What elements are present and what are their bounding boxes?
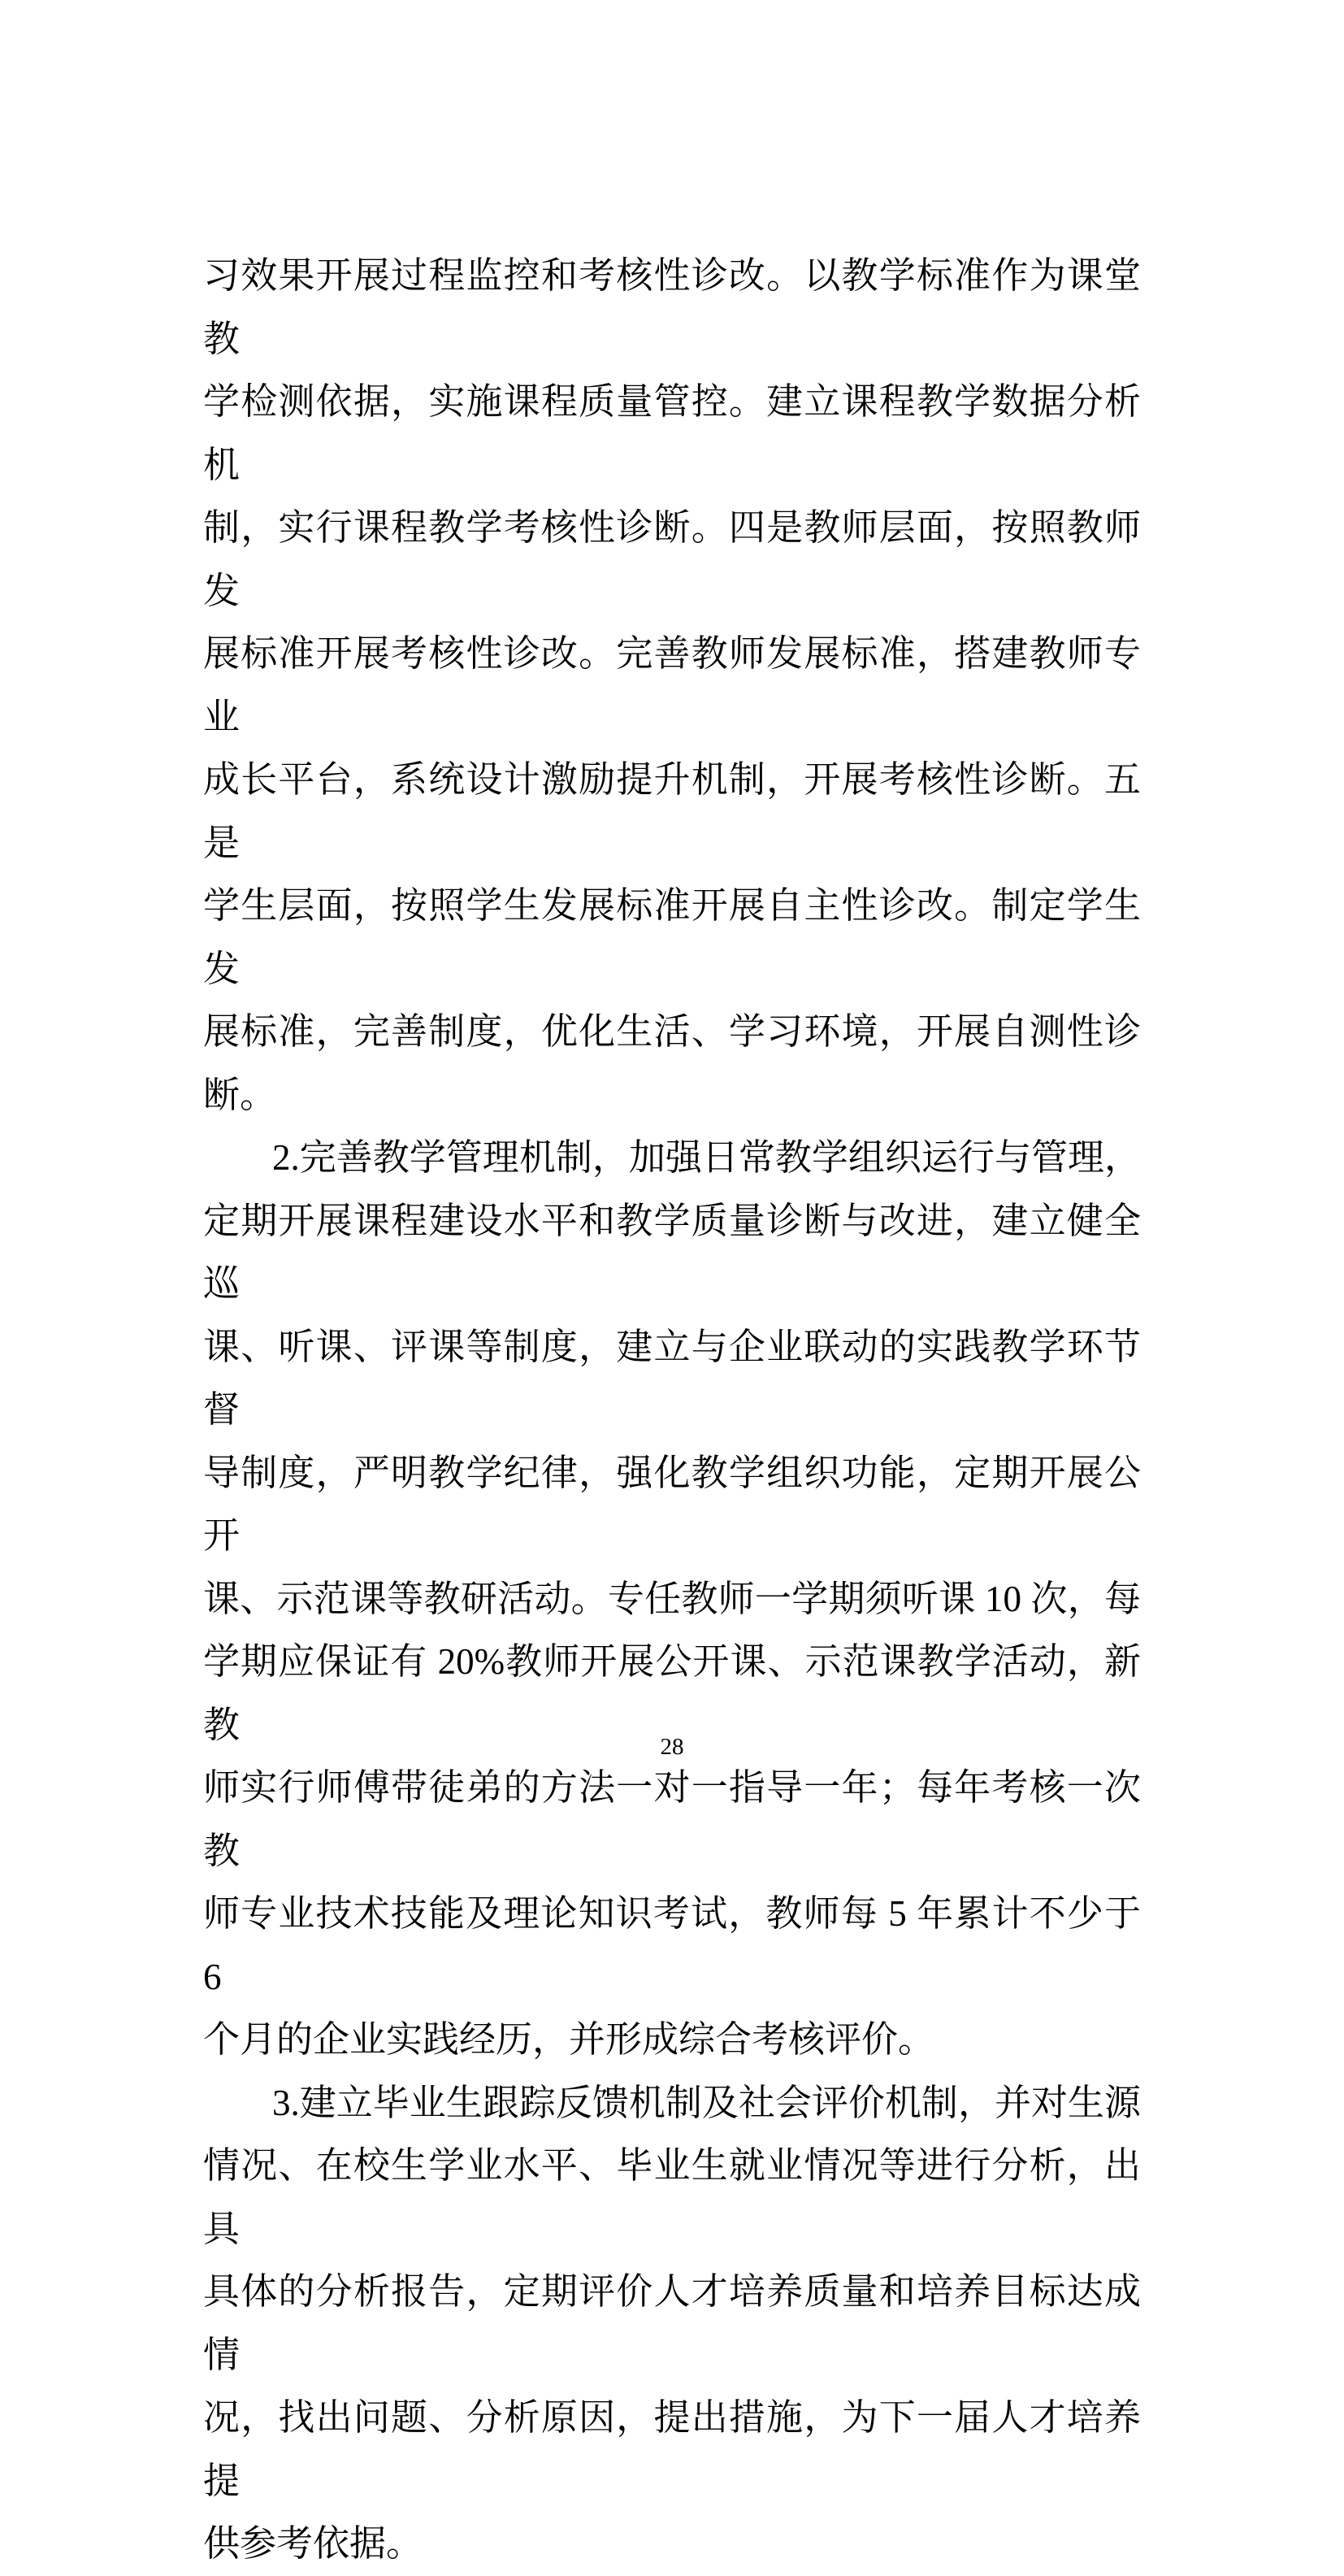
- text-line: 展标准开展考核性诊改。完善教师发展标准，搭建教师专业: [203, 633, 1141, 737]
- text-line: 制，实行课程教学考核性诊断。四是教师层面，按照教师发: [203, 507, 1141, 611]
- text-line: 个月的企业实践经历，并形成综合考核评价。: [203, 2019, 935, 2060]
- body-text: [203, 245, 1141, 2576]
- text-line-paragraph-3-start: 3.建立毕业生跟踪反馈机制及社会评价机制，并对生源: [272, 2082, 1141, 2123]
- page-number: 28: [660, 1734, 684, 1760]
- text-line: 展标准，完善制度，优化生活、学习环境，开展自测性诊: [203, 1011, 1141, 1052]
- text-line: 课、听课、评课等制度，建立与企业联动的实践教学环节督: [203, 1326, 1141, 1430]
- text-line: 成长平台，系统设计激励提升机制，开展考核性诊断。五是: [203, 759, 1141, 863]
- text-line: 师专业技术技能及理论知识考试，教师每 5 年累计不少于 6: [203, 1893, 1141, 1997]
- text-line-paragraph-2-start: 2.完善教学管理机制，加强日常教学组织运行与管理，: [272, 1137, 1141, 1178]
- text-line: 学检测依据，实施课程质量管控。建立课程教学数据分析机: [203, 381, 1141, 485]
- text-line: 习效果开展过程监控和考核性诊改。以教学标准作为课堂教: [203, 255, 1141, 359]
- text-line: 情况、在校生学业水平、毕业生就业情况等进行分析，出具: [203, 2145, 1141, 2249]
- text-line: 断。: [203, 1074, 277, 1115]
- text-line: 学期应保证有 20%教师开展公开课、示范课教学活动，新教: [203, 1641, 1141, 1745]
- text-line: 课、示范课等教研活动。专任教师一学期须听课 10 次，每: [203, 1578, 1141, 1619]
- text-line: 导制度，严明教学纪律，强化教学组织功能，定期开展公开: [203, 1452, 1141, 1556]
- text-line: 况，找出问题、分析原因，提出措施，为下一届人才培养提: [203, 2397, 1141, 2501]
- text-line: 师实行师傅带徒弟的方法一对一指导一年；每年考核一次教: [203, 1767, 1141, 1871]
- text-line: 具体的分析报告，定期评价人才培养质量和培养目标达成情: [203, 2271, 1141, 2375]
- text-line: 学生层面，按照学生发展标准开展自主性诊改。制定学生发: [203, 885, 1141, 989]
- text-line: 定期开展课程建设水平和教学质量诊断与改进，建立健全巡: [203, 1200, 1141, 1304]
- text-line: 供参考依据。: [203, 2523, 423, 2564]
